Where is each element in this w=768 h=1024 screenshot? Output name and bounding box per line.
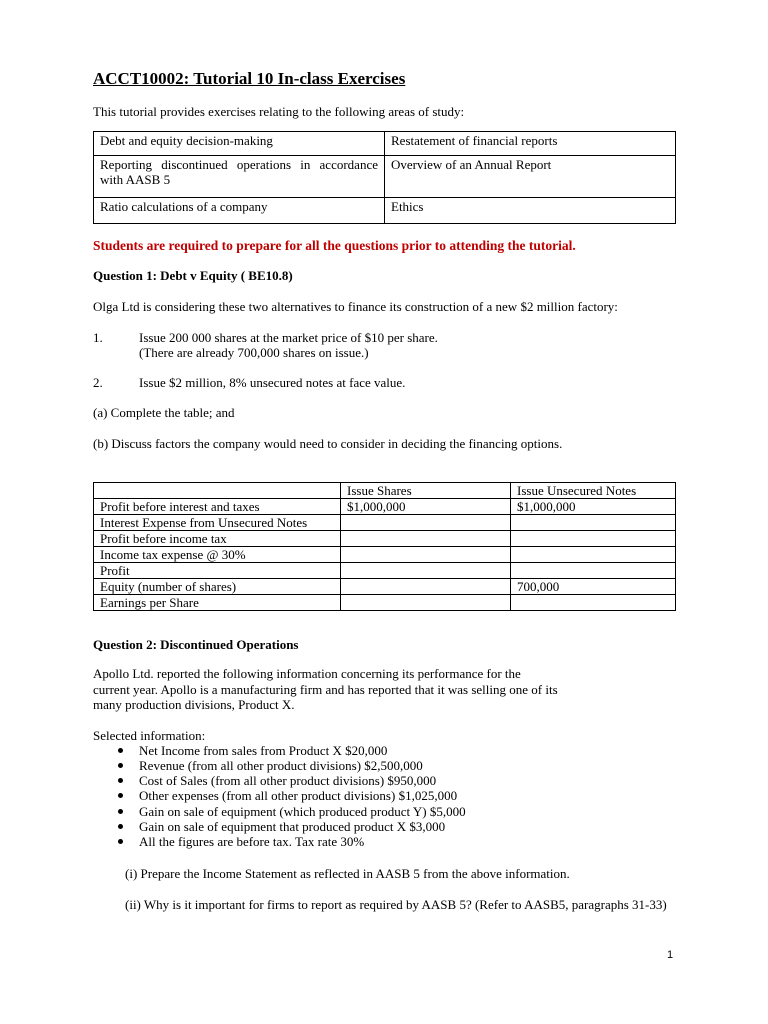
- table-row: [94, 579, 676, 595]
- table-header-row: [94, 483, 676, 499]
- intro-text: This tutorial provides exercises relating to the following areas of study:: [93, 104, 465, 119]
- table-cell: Income tax expense @ 30%: [94, 547, 341, 563]
- table-cell: $1,000,000: [341, 499, 511, 515]
- table-row: [94, 499, 676, 515]
- option-1: [93, 330, 675, 360]
- table-cell: [341, 579, 511, 595]
- option-2: [93, 375, 675, 390]
- list-item: Cost of Sales (from all other product divisions) $950,000: [139, 773, 675, 788]
- table-cell: Equity (number of shares): [94, 579, 341, 595]
- page-number: 1: [667, 949, 674, 961]
- selected-information-list: [93, 743, 675, 850]
- document-page: [93, 68, 675, 912]
- table-cell: Ratio calculations of a company: [94, 198, 385, 224]
- table-cell: Restatement of financial reports: [385, 132, 676, 156]
- table-cell: [511, 563, 676, 579]
- areas-of-study-table: [93, 131, 676, 224]
- document-title: ACCT10002: Tutorial 10 In-class Exercises: [93, 69, 406, 88]
- table-cell: [341, 515, 511, 531]
- intro-line: many production divisions, Product X.: [93, 697, 295, 712]
- question-2-heading: Question 2: Discontinued Operations: [93, 637, 299, 652]
- table-cell: [511, 515, 676, 531]
- table-cell: [511, 547, 676, 563]
- table-cell: Debt and equity decision-making: [94, 132, 385, 156]
- question-1-heading: Question 1: Debt v Equity ( BE10.8): [93, 268, 293, 283]
- table-cell: Profit before interest and taxes: [94, 499, 341, 515]
- table-row: [94, 563, 676, 579]
- question-1-intro: Olga Ltd is considering these two alternatives to finance its construction of a new $2 million factory:: [93, 299, 618, 314]
- table-cell: [341, 547, 511, 563]
- table-row: [94, 531, 676, 547]
- option-text: Issue $2 million, 8% unsecured notes at face value.: [139, 375, 406, 390]
- table-cell: Profit: [94, 563, 341, 579]
- part-i: (i) Prepare the Income Statement as reflected in AASB 5 from the above information.: [125, 865, 570, 881]
- list-item: Gain on sale of equipment (which produced product Y) $5,000: [139, 804, 675, 819]
- table-cell: Profit before income tax: [94, 531, 341, 547]
- part-a: (a) Complete the table; and: [93, 405, 235, 420]
- list-item: Net Income from sales from Product X $20,000: [139, 743, 675, 758]
- option-number: 2.: [93, 375, 103, 390]
- part-b: (b) Discuss factors the company would need to consider in deciding the financing options.: [93, 436, 563, 451]
- table-cell: 700,000: [511, 579, 676, 595]
- table-row: [94, 132, 676, 156]
- table-cell: [511, 595, 676, 611]
- financing-table: [93, 482, 676, 611]
- preparation-notice: Students are required to prepare for all the questions prior to attending the tutorial.: [93, 238, 576, 253]
- intro-line: Apollo Ltd. reported the following information concerning its performance for the: [93, 666, 521, 681]
- list-item: Revenue (from all other product divisions) $2,500,000: [139, 758, 675, 773]
- table-row: [94, 547, 676, 563]
- table-cell: [341, 531, 511, 547]
- part-ii: (ii) Why is it important for firms to report as required by AASB 5? (Refer to AASB5, paragraphs 31-33): [125, 896, 667, 912]
- list-item: Other expenses (from all other product divisions) $1,025,000: [139, 788, 675, 803]
- selected-information-label: Selected information:: [93, 727, 206, 743]
- list-item: Gain on sale of equipment that produced product X $3,000: [139, 819, 675, 834]
- table-cell: Overview of an Annual Report: [385, 156, 676, 198]
- table-cell: Reporting discontinued operations in accordance with AASB 5: [94, 156, 385, 198]
- list-item: All the figures are before tax. Tax rate 30%: [139, 834, 675, 849]
- question-2-intro: [93, 666, 675, 713]
- table-row: [94, 515, 676, 531]
- table-row: [94, 156, 676, 198]
- option-number: 1.: [93, 330, 103, 345]
- table-cell: [341, 563, 511, 579]
- table-cell: Ethics: [385, 198, 676, 224]
- intro-line: current year. Apollo is a manufacturing firm and has reported that it was selling one of its: [93, 681, 558, 697]
- table-cell: [341, 595, 511, 611]
- table-row: [94, 198, 676, 224]
- table-cell: Interest Expense from Unsecured Notes: [94, 515, 341, 531]
- table-cell: Earnings per Share: [94, 595, 341, 611]
- option-text: Issue 200 000 shares at the market price of $10 per share.: [139, 330, 438, 345]
- table-row: [94, 595, 676, 611]
- table-header-cell: [94, 483, 341, 499]
- table-header-cell: Issue Shares: [341, 483, 511, 499]
- option-note: (There are already 700,000 shares on issue.): [139, 345, 369, 360]
- table-cell: [511, 531, 676, 547]
- table-header-cell: Issue Unsecured Notes: [511, 483, 676, 499]
- table-cell: $1,000,000: [511, 499, 676, 515]
